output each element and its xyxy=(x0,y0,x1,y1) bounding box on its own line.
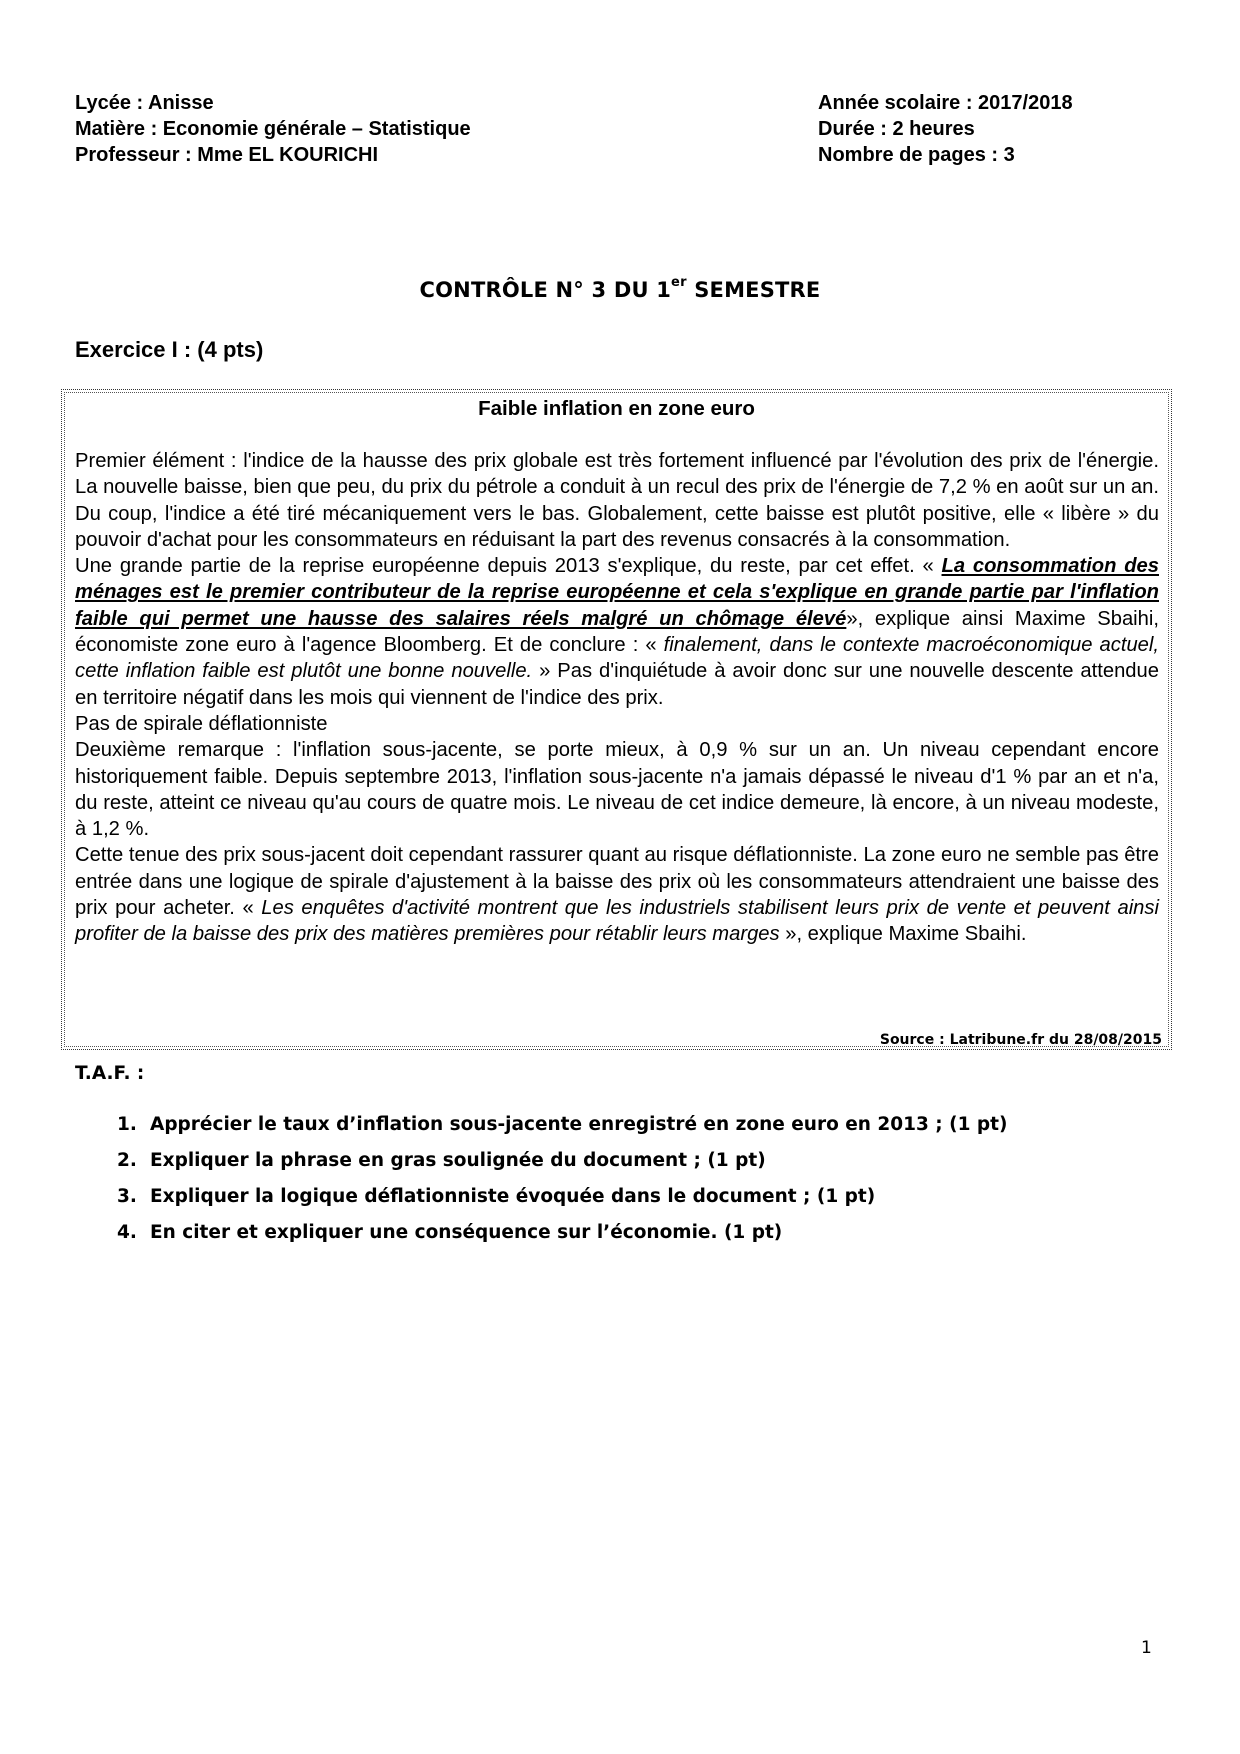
document-body xyxy=(75,448,1159,948)
header-right xyxy=(818,90,1073,168)
question-list xyxy=(117,1114,1007,1258)
question-text: En citer et expliquer une conséquence sur l’économie. (1 pt) xyxy=(150,1222,783,1243)
page-number: 1 xyxy=(1141,1638,1152,1658)
paragraph-2-end: » Pas d'inquiétude à avoir donc sur une nouvelle descente attendue en territoire négatif dans les mois qui viennent de l'indice des prix. xyxy=(75,660,1159,709)
page-count: Nombre de pages : 3 xyxy=(818,144,1015,166)
paragraph-2-middle: », explique ainsi Maxime Sbaihi, économiste zone euro à l'agence Bloomberg. Et de conclure : « xyxy=(75,607,1159,657)
question-text: Expliquer la phrase en gras soulignée du document ; (1 pt) xyxy=(150,1150,766,1171)
question-number: 1. xyxy=(117,1114,137,1135)
paragraph-1: Premier élément : l'indice de la hausse des prix globale est très fortement influencé par l'évolution des prix de l'énergie. La nouvelle baisse, bien que peu, du prix du pétrole a conduit à un recul des prix de l'énergie de 7,2 % en août sur un an. Du coup, l'indice a été tiré mécaniquement vers le bas. Globalement, cette baisse est plutôt positive, elle « libère » du pouvoir d'achat pour les consommateurs en réduisant la part des revenus consacrés à la consommation. xyxy=(75,450,1159,551)
school-year: Année scolaire : 2017/2018 xyxy=(818,92,1073,114)
italic-quote-2: Les enquêtes d'activité montrent que les industriels stabilisent leurs prix de vente et peuvent ainsi profiter de la baisse des prix des matières premières pour rétablir leurs marges xyxy=(75,897,1159,946)
question-item xyxy=(117,1186,1007,1222)
italic-quote-1: finalement, dans le contexte macroéconomique actuel, cette inflation faible est plutôt une bonne nouvelle. xyxy=(75,634,1160,683)
source-citation: Source : Latribune.fr du 28/08/2015 xyxy=(879,1032,1162,1048)
teacher: Professeur : Mme EL KOURICHI xyxy=(75,144,379,166)
subheading: Pas de spirale déflationniste xyxy=(75,712,328,735)
question-text: Apprécier le taux d’inflation sous-jacente enregistré en zone euro en 2013 ; (1 pt) xyxy=(150,1114,1008,1135)
question-item xyxy=(117,1114,1007,1150)
title-superscript: er xyxy=(671,275,687,290)
school-name: Lycée : Anisse xyxy=(75,92,214,114)
title-prefix: CONTRÔLE N° 3 DU 1 xyxy=(419,278,672,302)
header-left xyxy=(75,90,471,168)
question-number: 3. xyxy=(117,1186,137,1207)
taf-label: T.A.F. : xyxy=(75,1063,145,1084)
paragraph-3: Deuxième remarque : l'inflation sous-jacente, se porte mieux, à 0,9 % sur un an. Un niveau cependant encore historiquement faible. Depuis septembre 2013, l'inflation sous-jacente n'a jamais dépassé le niveau d'1 % par an et n'a, du reste, atteint ce niveau qu'au cours de quatre mois. Le niveau de cet indice demeure, là encore, à un niveau modeste, à 1,2 %. xyxy=(75,739,1159,841)
duration: Durée : 2 heures xyxy=(818,118,975,140)
page-title xyxy=(0,275,1240,302)
paragraph-4-end: », explique Maxime Sbaihi. xyxy=(779,923,1027,946)
paragraph-2 xyxy=(75,553,1159,711)
document-title: Faible inflation en zone euro xyxy=(478,397,755,420)
paragraph-4-intro: Cette tenue des prix sous-jacent doit cependant rassurer quant au risque déflationniste. La zone euro ne semble pas être entrée dans une logique de spirale d'ajustement à la baisse des prix où les consommateurs attendraient une baisse des prix pour acheter. « xyxy=(75,844,1159,920)
question-item xyxy=(117,1222,1007,1258)
question-number: 2. xyxy=(117,1150,137,1171)
exercise-title: Exercice I : (4 pts) xyxy=(75,337,264,362)
question-number: 4. xyxy=(117,1222,137,1243)
paragraph-2-intro: Une grande partie de la reprise européenne depuis 2013 s'explique, du reste, par cet effet. « xyxy=(75,555,942,578)
title-suffix: SEMESTRE xyxy=(686,278,821,302)
subject: Matière : Economie générale – Statistique xyxy=(75,118,471,140)
highlighted-quote: La consommation des ménages est le premier contributeur de la reprise européenne et cela s'explique en grande partie par l'inflation faible qui permet une hausse des salaires réels malgré un chômage élevé xyxy=(75,555,1159,630)
question-text: Expliquer la logique déflationniste évoquée dans le document ; (1 pt) xyxy=(150,1186,876,1207)
question-item xyxy=(117,1150,1007,1186)
paragraph-4 xyxy=(75,842,1159,947)
